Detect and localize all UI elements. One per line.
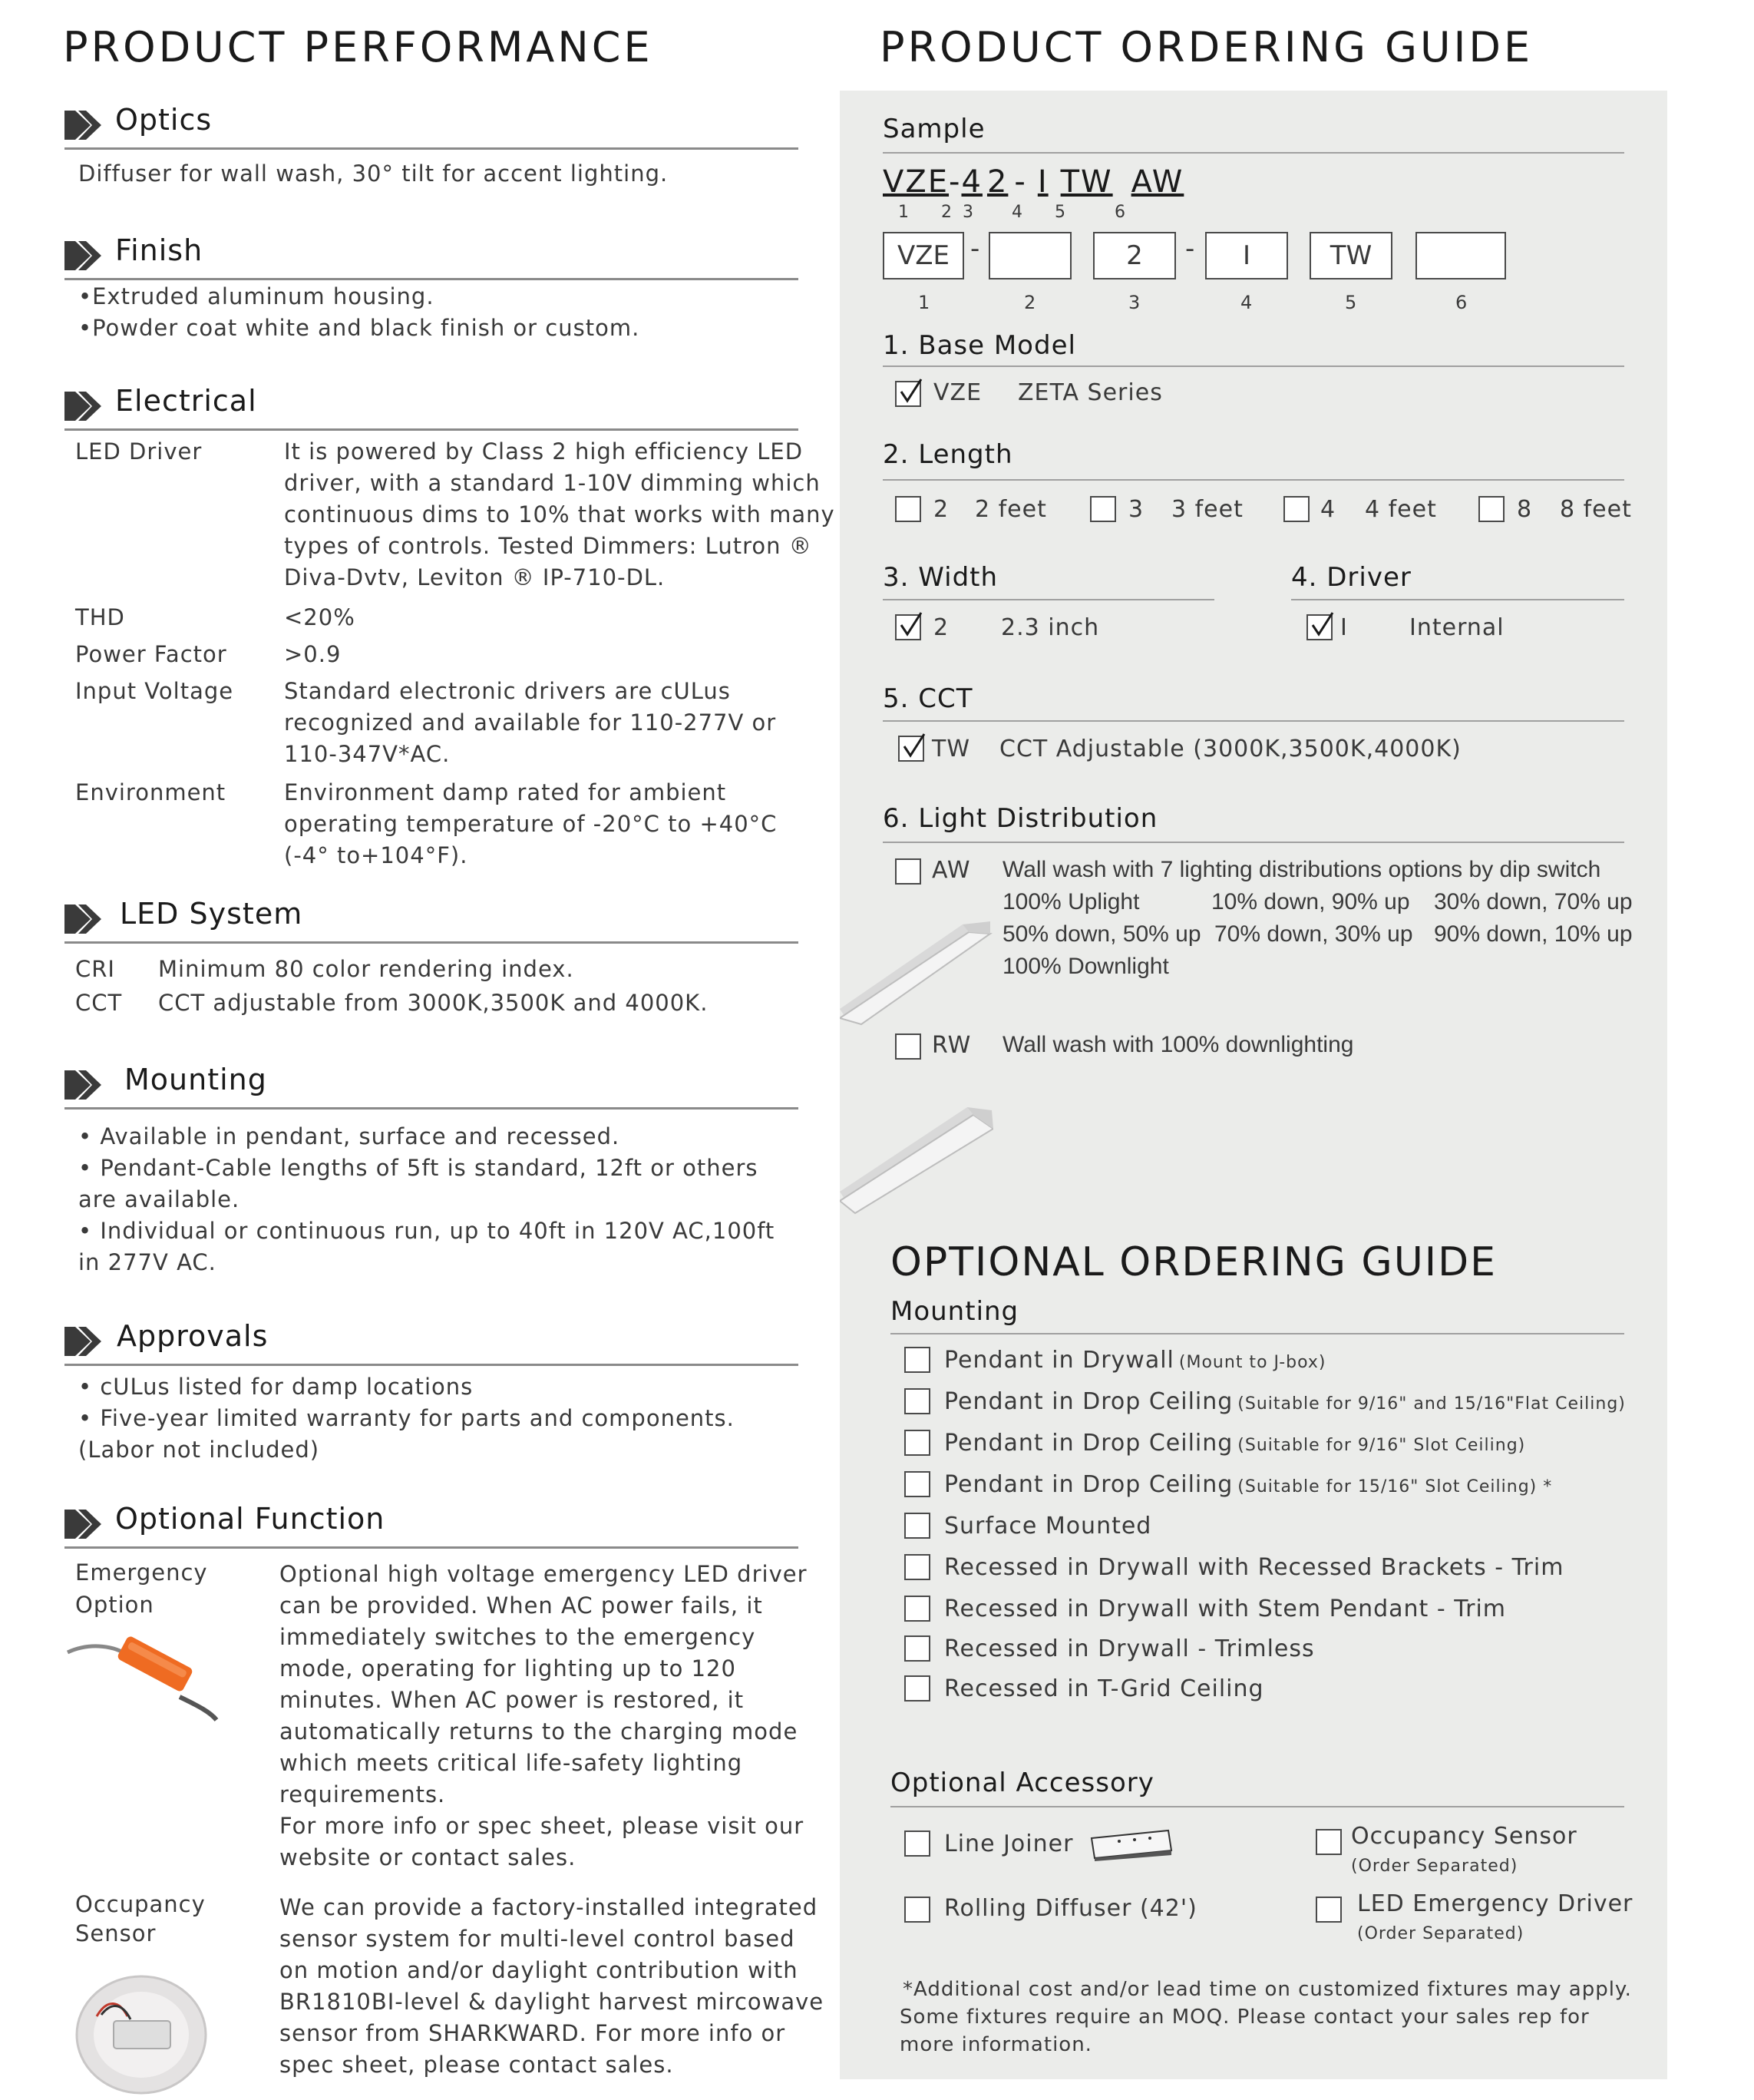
mounting-option: Recessed in Drywall - Trimless [944, 1635, 1315, 1662]
accessory-label: LED Emergency Driver [1357, 1890, 1633, 1917]
option-desc: 2.3 inch [1001, 614, 1100, 641]
section-heading: LED System [120, 897, 303, 931]
spec-label: LED Driver [75, 438, 203, 465]
aw-option: 90% down, 10% up [1434, 921, 1633, 947]
spec-value: Environment damp rated for ambient [284, 779, 727, 805]
spec-value: spec sheet, please contact sales. [279, 2052, 674, 2078]
option-code: RW [932, 1032, 972, 1059]
spec-value: on motion and/or daylight contribution with [279, 1957, 798, 1983]
divider [1291, 599, 1624, 600]
spec-value: Optional high voltage emergency LED driver [279, 1561, 808, 1587]
option-code: 2 [933, 614, 950, 641]
code-part: 2 [986, 164, 1009, 200]
spec-label: Option [75, 1592, 154, 1618]
spec-value: (-4° to+104°F). [284, 842, 468, 868]
mounting-option: Pendant in Drop Ceiling (Suitable for 9/16" and 15/16"Flat Ceiling) [944, 1388, 1626, 1415]
accessory-note: (Order Separated) [1357, 1924, 1524, 1943]
footnote: Some fixtures require an MOQ. Please contact your sales rep for [900, 2006, 1590, 2029]
rw-checkbox[interactable] [895, 1033, 921, 1060]
code-index: 3 [963, 203, 973, 222]
finish-line: •Extruded aluminum housing. [78, 283, 434, 309]
spec-value: minutes. When AC power is restored, it [279, 1687, 745, 1713]
spec-label: Occupancy [75, 1891, 206, 1917]
optional-title: OPTIONAL ORDERING GUIDE [890, 1239, 1498, 1285]
aw-option: 70% down, 30% up [1214, 921, 1413, 947]
box-index: 3 [1128, 292, 1141, 313]
option-code: 3 [1128, 496, 1145, 523]
mounting-line: • Pendant-Cable lengths of 5ft is standard, 12ft or others [78, 1155, 758, 1181]
arrow-bullet-icon [64, 904, 101, 934]
spec-label: Environment [75, 779, 226, 805]
mounting-option: Recessed in T-Grid Ceiling [944, 1675, 1264, 1702]
spec-value: Diva-Dvtv, Leviton ® IP-710-DL. [284, 564, 666, 590]
spec-value: operating temperature of -20°C to +40°C [284, 811, 778, 837]
divider [890, 1333, 1624, 1334]
spec-value: requirements. [279, 1781, 446, 1807]
mounting-option: Pendant in Drop Ceiling (Suitable for 15/16" Slot Ceiling) * [944, 1471, 1553, 1498]
section-led-system [64, 895, 798, 944]
spec-label: Input Voltage [75, 678, 234, 704]
divider [883, 152, 1624, 154]
section-heading: Optics [115, 103, 213, 137]
mounting-option: Pendant in Drop Ceiling (Suitable for 9/16" Slot Ceiling) [944, 1430, 1526, 1457]
option-code: I [1340, 614, 1348, 641]
option-desc: CCT Adjustable (3000K,3500K,4000K) [999, 736, 1462, 762]
code-part: VZE [883, 164, 950, 200]
line-joiner-image [1088, 1827, 1174, 1861]
aw-option: 30% down, 70% up [1434, 889, 1633, 914]
mounting-option-checkbox[interactable] [904, 1675, 930, 1701]
section-optics [64, 101, 798, 150]
mounting-option-checkbox[interactable] [904, 1635, 930, 1662]
aw-option: 100% Downlight [1003, 954, 1169, 979]
divider [890, 1806, 1624, 1807]
code-dash: - [970, 233, 980, 264]
fixture-rw-image [840, 1090, 993, 1221]
section-heading: Electrical [115, 384, 257, 418]
spec-label: CCT [75, 990, 123, 1016]
divider [883, 365, 1624, 367]
mounting-option-checkbox[interactable] [904, 1388, 930, 1414]
optional-accessory-heading: Optional Accessory [890, 1768, 1154, 1798]
divider [883, 842, 1624, 843]
cct-heading: 5. CCT [883, 683, 973, 714]
code-part: 4 [961, 164, 983, 200]
mounting-option-checkbox[interactable] [904, 1471, 930, 1497]
option-code: 4 [1320, 496, 1336, 523]
option-desc: 8 feet [1560, 496, 1632, 523]
accessory-checkbox[interactable] [1316, 1897, 1342, 1923]
spec-value: It is powered by Class 2 high efficiency LED [284, 438, 804, 465]
section-finish [64, 232, 798, 280]
accessory-label: Line Joiner [944, 1830, 1074, 1857]
accessory-note: (Order Separated) [1351, 1857, 1518, 1876]
check-icon [1310, 610, 1336, 639]
mounting-option-checkbox[interactable] [904, 1554, 930, 1580]
spec-value: which meets critical life-safety lighting [279, 1750, 743, 1776]
option-code: TW [932, 736, 970, 762]
footnote: *Additional cost and/or lead time on customized fixtures may apply. [903, 1978, 1632, 2001]
code-index: 6 [1115, 203, 1125, 222]
length-checkbox-8[interactable] [1478, 496, 1505, 522]
code-index: 4 [1012, 203, 1022, 222]
aw-option: 10% down, 90% up [1211, 889, 1410, 914]
approvals-line: • cULus listed for damp locations [78, 1374, 474, 1400]
section-heading: Approvals [117, 1319, 269, 1353]
aw-option: 100% Uplight [1003, 889, 1140, 914]
spec-value: types of controls. Tested Dimmers: Lutron ® [284, 533, 812, 559]
arrow-bullet-icon [64, 1510, 101, 1539]
code-box-2 [989, 232, 1072, 279]
spec-value: sensor system for multi-level control based [279, 1926, 795, 1952]
code-part: I [1037, 164, 1049, 200]
arrow-bullet-icon [64, 392, 101, 421]
spec-label: Sensor [75, 1920, 157, 1946]
spec-label: Emergency [75, 1559, 208, 1586]
accessory-label: Occupancy Sensor [1351, 1823, 1577, 1850]
approvals-line: (Labor not included) [78, 1437, 320, 1463]
mounting-option-checkbox[interactable] [904, 1430, 930, 1456]
spec-value: immediately switches to the emergency [279, 1624, 756, 1650]
box-index: 6 [1455, 292, 1468, 313]
code-part: TW [1060, 164, 1113, 200]
light-distribution-heading: 6. Light Distribution [883, 803, 1158, 834]
length-heading: 2. Length [883, 439, 1013, 470]
section-heading: Optional Function [115, 1502, 385, 1536]
section-heading: Finish [115, 233, 203, 267]
code-part: - [1014, 164, 1027, 200]
option-code: 8 [1517, 496, 1533, 523]
arrow-bullet-icon [64, 241, 101, 270]
mounting-line: • Available in pendant, surface and recessed. [78, 1123, 620, 1149]
approvals-line: • Five-year limited warranty for parts and components. [78, 1405, 735, 1431]
mounting-option: Recessed in Drywall with Recessed Brackets - Trim [944, 1554, 1564, 1581]
mounting-option: Recessed in Drywall with Stem Pendant - Trim [944, 1596, 1507, 1622]
length-checkbox-4[interactable] [1283, 496, 1310, 522]
mounting-option: Pendant in Drywall (Mount to J-box) [944, 1347, 1326, 1374]
arrow-bullet-icon [64, 111, 101, 140]
option-code: VZE [933, 379, 983, 406]
spec-value: Standard electronic drivers are cULus [284, 678, 731, 704]
base-model-checkbox[interactable] [895, 381, 921, 407]
mounting-option-checkbox[interactable] [904, 1596, 930, 1622]
spec-label: Power Factor [75, 641, 227, 667]
optics-text: Diffuser for wall wash, 30° tilt for accent lighting. [78, 160, 669, 187]
length-checkbox-2[interactable] [895, 496, 921, 522]
sample-heading: Sample [883, 114, 986, 144]
code-box-4: I [1205, 232, 1288, 279]
option-desc: 2 feet [975, 496, 1047, 523]
option-desc: ZETA Series [1018, 379, 1163, 406]
spec-value: website or contact sales. [279, 1844, 576, 1870]
spec-value: automatically returns to the charging mode [279, 1718, 798, 1744]
section-approvals [64, 1318, 798, 1366]
optional-mounting-heading: Mounting [890, 1296, 1019, 1327]
spec-value: continuous dims to 10% that works with many [284, 501, 835, 527]
box-index: 5 [1345, 292, 1357, 313]
mounting-line: are available. [78, 1186, 240, 1212]
mounting-line: • Individual or continuous run, up to 40ft in 120V AC,100ft [78, 1218, 775, 1244]
sample-code [883, 164, 1184, 200]
option-code: 2 [933, 496, 950, 523]
accessory-label: Rolling Diffuser (42') [944, 1895, 1197, 1922]
code-part: AW [1131, 164, 1184, 200]
section-optional-function [64, 1500, 798, 1549]
accessory-checkbox[interactable] [904, 1830, 930, 1857]
box-index: 1 [918, 292, 930, 313]
driver-checkbox[interactable] [1306, 614, 1333, 640]
section-electrical [64, 382, 798, 431]
arrow-bullet-icon [64, 1070, 101, 1100]
spec-value: <20% [284, 604, 355, 630]
mounting-option-checkbox[interactable] [904, 1513, 930, 1539]
code-index: 1 [898, 203, 909, 222]
code-box-3: 2 [1093, 232, 1176, 279]
aw-checkbox[interactable] [895, 858, 921, 885]
divider [883, 599, 1214, 600]
fixture-aw-image [840, 911, 993, 1033]
option-code: AW [932, 857, 971, 884]
spec-value: 110-347V*AC. [284, 741, 451, 767]
mounting-option-checkbox[interactable] [904, 1347, 930, 1373]
code-index: 2 [941, 203, 952, 222]
spec-label: THD [75, 604, 125, 630]
arrow-bullet-icon [64, 1327, 101, 1356]
spec-value: We can provide a factory-installed integrated [279, 1894, 818, 1920]
spec-value: mode, operating for lighting up to 120 [279, 1655, 736, 1682]
driver-heading: 4. Driver [1291, 562, 1412, 593]
accessory-checkbox[interactable] [1316, 1829, 1342, 1855]
spec-value: For more info or spec sheet, please visit our [279, 1813, 804, 1839]
code-index: 5 [1055, 203, 1065, 222]
check-icon [898, 610, 924, 639]
code-dash: - [1185, 233, 1195, 264]
width-checkbox[interactable] [895, 614, 921, 640]
box-index: 2 [1024, 292, 1036, 313]
footnote: more information. [900, 2033, 1092, 2056]
page-title-ordering: PRODUCT ORDERING GUIDE [880, 23, 1534, 71]
code-box-6 [1415, 232, 1506, 279]
check-icon [898, 376, 924, 405]
mounting-line: in 277V AC. [78, 1249, 216, 1275]
code-part: - [949, 164, 962, 200]
page-title-performance: PRODUCT PERFORMANCE [63, 23, 653, 71]
spec-value: BR1810BI-level & daylight harvest mircowave [279, 1989, 824, 2015]
spec-value: CCT adjustable from 3000K,3500K and 4000K. [158, 990, 709, 1016]
option-desc: 4 feet [1365, 496, 1437, 523]
spec-value: Minimum 80 color rendering index. [158, 956, 574, 982]
spec-label: CRI [75, 956, 115, 982]
base-model-heading: 1. Base Model [883, 330, 1076, 361]
finish-line: •Powder coat white and black finish or custom. [78, 315, 640, 341]
section-mounting [64, 1061, 798, 1110]
mounting-option: Surface Mounted [944, 1513, 1152, 1539]
option-desc: Wall wash with 100% downlighting [1003, 1032, 1354, 1057]
occupancy-sensor-image [74, 1970, 212, 2097]
cct-checkbox[interactable] [898, 736, 924, 762]
spec-value: sensor from SHARKWARD. For more info or [279, 2020, 786, 2046]
spec-value: can be provided. When AC power fails, it [279, 1592, 763, 1619]
width-heading: 3. Width [883, 562, 999, 593]
box-index: 4 [1240, 292, 1253, 313]
accessory-checkbox[interactable] [904, 1897, 930, 1923]
option-desc: Internal [1409, 614, 1505, 641]
option-desc: Wall wash with 7 lighting distributions options by dip switch [1003, 857, 1601, 882]
divider [883, 479, 1624, 481]
emergency-driver-image [64, 1635, 226, 1728]
code-box-5: TW [1310, 232, 1392, 279]
code-box-1: VZE [883, 232, 964, 279]
option-desc: 3 feet [1171, 496, 1244, 523]
check-icon [901, 731, 927, 760]
spec-value: recognized and available for 110-277V or [284, 709, 777, 736]
section-heading: Mounting [124, 1063, 267, 1096]
length-checkbox-3[interactable] [1090, 496, 1116, 522]
spec-value: driver, with a standard 1-10V dimming which [284, 470, 821, 496]
divider [883, 720, 1624, 722]
spec-value: >0.9 [284, 641, 342, 667]
aw-option: 50% down, 50% up [1003, 921, 1201, 947]
